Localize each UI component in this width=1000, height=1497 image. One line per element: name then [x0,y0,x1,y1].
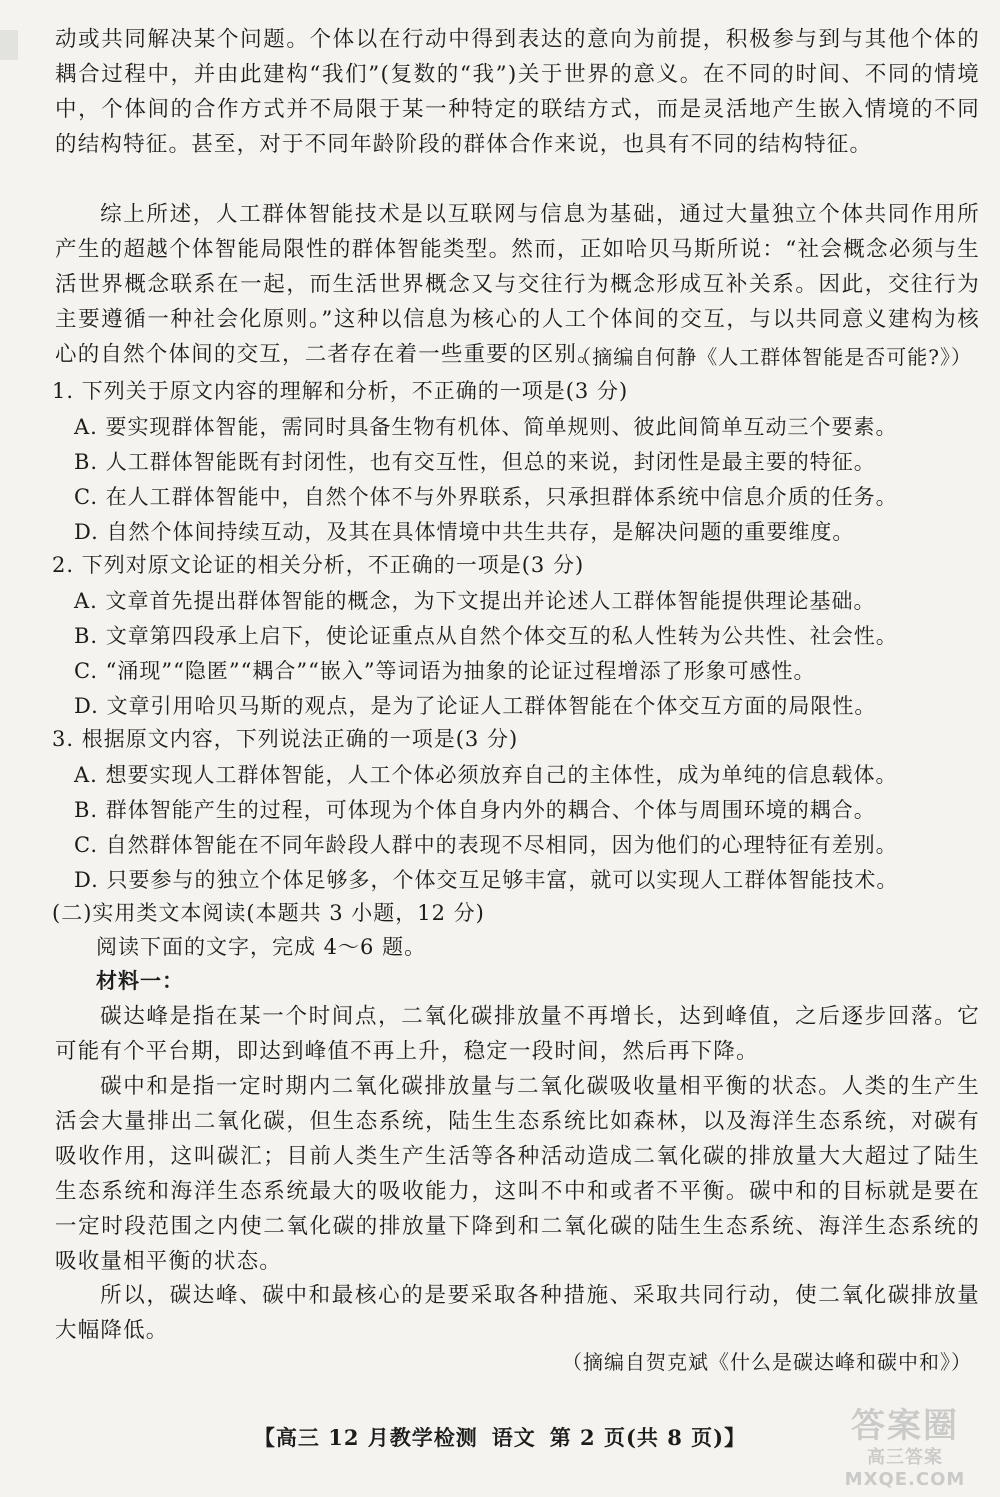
material-1-paragraph-1: 碳达峰是指在某一个时间点，二氧化碳排放量不再增长，达到峰值，之后逐步回落。它可能有个平台期，即达到峰值不再上升，稳定一段时间，然后再下降。 [55,1004,980,1064]
question-3-option-c: C. 自然群体智能在不同年龄段人群中的表现不尽相同，因为他们的心理特征有差别。 [74,833,898,857]
watermark-logo-text: 答案圈 [851,1406,959,1446]
passage-paragraph-1: 动或共同解决某个问题。个体以在行动中得到表达的意向为前提，积极参与到与其他个体的耦合过程中，并由此建构“我们”(复数的“我”)关于世界的意义。在不同的时间、不同的情境中，个体间的合作方式并不局限于某一种特定的联结方式，而是灵活地产生嵌入情境的不同的结构特征。甚至，对于不同年龄阶段的群体合作来说，也具有不同的结构特征。 [55,27,980,157]
material-1-paragraph-3: 所以，碳达峰、碳中和最核心的是要采取各种措施、采取共同行动，使二氧化碳排放量大幅降低。 [55,1283,980,1343]
material-1-source: （摘编自贺克斌《什么是碳达峰和碳中和》） [562,1350,972,1374]
section-2-heading: (二)实用类文本阅读(本题共 3 小题，12 分) [52,901,485,925]
footer-exam-name: 【高三 12 月教学检测 [253,1425,478,1450]
watermark-tag: 高三答案 [867,1447,943,1468]
question-3-option-d: D. 只要参与的独立个体足够多，个体交互足够丰富，就可以实现人工群体智能技术。 [74,868,899,892]
question-2-option-a: A. 文章首先提出群体智能的概念，为下文提出并论述人工群体智能提供理论基础。 [74,589,876,613]
scan-smudge [0,30,18,60]
question-3-option-b: B. 群体智能产生的过程，可体现为个体自身内外的耦合、个体与周围环境的耦合。 [74,798,876,822]
question-1-option-c: C. 在人工群体智能中，自然个体不与外界联系，只承担群体系统中信息介质的任务。 [74,485,898,509]
question-3-option-a: A. 想要实现人工群体智能，人工个体必须放弃自己的主体性，成为单纯的信息载体。 [74,763,898,787]
question-1-option-d: D. 自然个体间持续互动，及其在具体情境中共生共存，是解决问题的重要维度。 [74,520,855,544]
passage-source: （摘编自何静《人工群体智能是否可能?》） [571,345,972,369]
question-2-option-c: C. “涌现”“隐匿”“耦合”“嵌入”等词语为抽象的论证过程增添了形象可感性。 [74,659,816,683]
question-1-stem: 1. 下列关于原文内容的理解和分析，不正确的一项是(3 分) [52,379,629,403]
site-watermark [830,1405,980,1490]
question-2-option-b: B. 文章第四段承上启下，使论证重点从自然个体交互的私人性转为公共性、社会性。 [74,624,898,648]
section-2-instruction: 阅读下面的文字，完成 4～6 题。 [96,935,427,959]
material-1-label: 材料一： [96,968,184,993]
question-1-option-a: A. 要实现群体智能，需同时具备生物有机体、简单规则、彼此间简单互动三个要素。 [74,415,898,439]
question-3-stem: 3. 根据原文内容，下列说法正确的一项是(3 分) [52,727,519,751]
passage-paragraph-2: 综上所述，人工群体智能技术是以互联网与信息为基础，通过大量独立个体共同作用所产生的超越个体智能局限性的群体智能类型。然而，正如哈贝马斯所说：“社会概念必须与生活世界概念联系在一起，而生活世界概念又与交往行为概念形成互补关系。因此，交往行为主要遵循一种社会化原则。”这种以信息为核心的人工个体间的交互，与以共同意义建构为核心的自然个体间的交互，二者存在着一些重要的区别。 [55,202,980,367]
question-2-stem: 2. 下列对原文论证的相关分析，不正确的一项是(3 分) [52,553,585,577]
footer-page-number: 第 2 页(共 8 页)】 [549,1425,747,1450]
footer-subject: 语文 [491,1425,536,1450]
question-2-option-d: D. 文章引用哈贝马斯的观点，是为了论证人工群体智能在个体交互方面的局限性。 [74,694,877,718]
question-1-option-b: B. 人工群体智能既有封闭性，也有交互性，但总的来说，封闭性是最主要的特征。 [74,450,876,474]
watermark-domain: MXQE.COM [844,1469,966,1490]
material-1-paragraph-2: 碳中和是指一定时期内二氧化碳排放量与二氧化碳吸收量相平衡的状态。人类的生产生活会大量排出二氧化碳，但生态系统，陆生生态系统比如森林，以及海洋生态系统，对碳有吸收作用，这叫碳汇；目前人类生产生活等各种活动造成二氧化碳的排放量大大超过了陆生生态系统和海洋生态系统最大的吸收能力，这叫不中和或者不平衡。碳中和的目标就是要在一定时段范围之内使二氧化碳的排放量下降到和二氧化碳的陆生生态系统、海洋生态系统的吸收量相平衡的状态。 [55,1074,980,1274]
